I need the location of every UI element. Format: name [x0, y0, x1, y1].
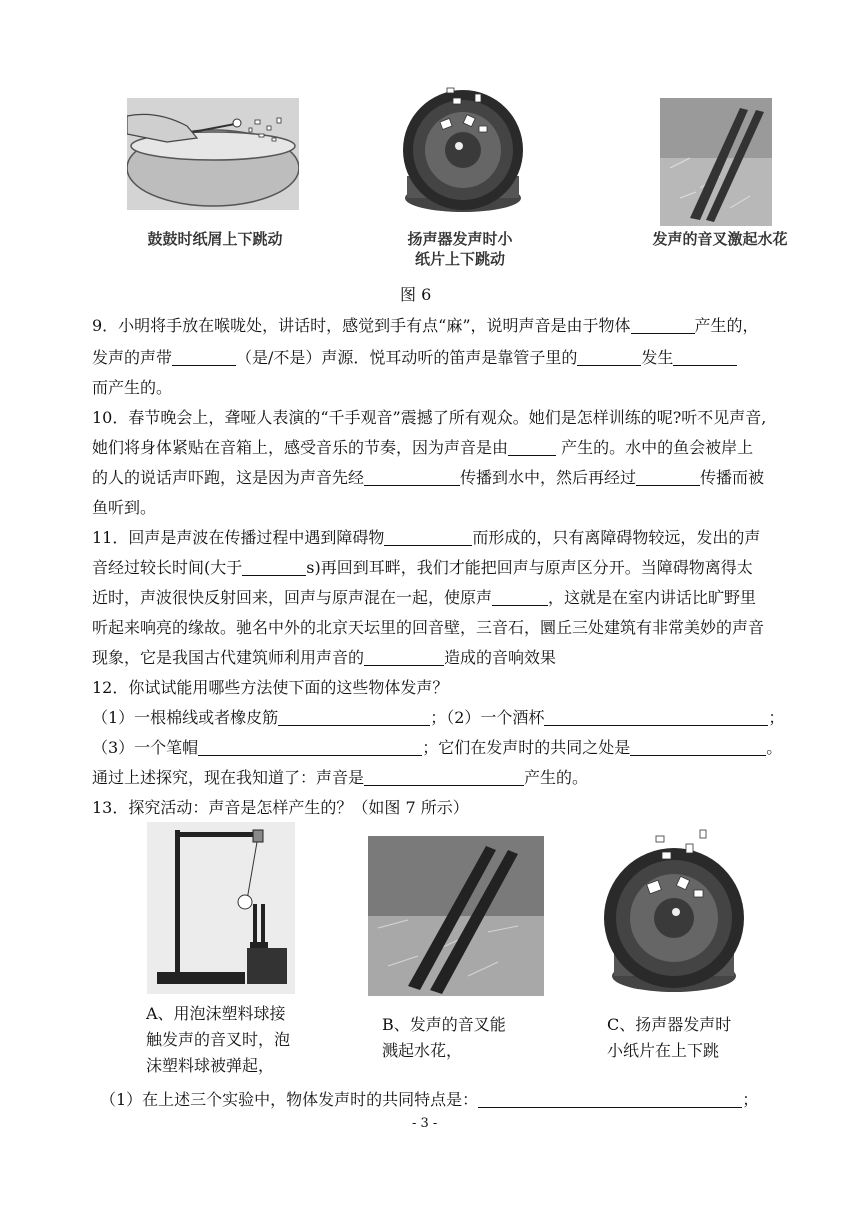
- speaker-illustration-1: [375, 80, 550, 220]
- q9-text: 而产生的。: [92, 378, 173, 397]
- q12-blank-5[interactable]: [364, 769, 524, 786]
- q9-line1: [92, 316, 810, 336]
- q10-line4: [92, 498, 810, 518]
- q13-blank-1[interactable]: [478, 1091, 742, 1108]
- q11-text: 听起来响亮的缘故。驰名中外的北京天坛里的回音壁，三音石，圜丘三处建筑有非常美妙的声音: [92, 618, 765, 637]
- q10-text: 产生的。水中的鱼会被岸上: [556, 438, 754, 457]
- caption-c-line2: 小纸片在上下跳: [607, 1041, 720, 1060]
- q12-text: 。: [766, 738, 783, 757]
- q11-blank-2[interactable]: [242, 559, 306, 576]
- caption-a-line1: A、用泡沫塑料球接: [146, 1004, 286, 1023]
- q11-line1: [92, 528, 810, 548]
- q11-blank-3[interactable]: [492, 589, 548, 606]
- speaker-illustration-2: [582, 826, 767, 998]
- q13-text: 13．探究活动：声音是怎样产生的？（如图 7 所示）: [92, 798, 469, 817]
- q11-text: 近时，声波很快反射回来，回声与原声混在一起，使原声: [92, 588, 493, 607]
- caption-a-line2: 触发声的音叉时，泡: [146, 1030, 291, 1049]
- q11-text: s)再回到耳畔，我们才能把回声与原声区分开。当障碍物离得太: [306, 558, 753, 577]
- q9-text: 9．小明将手放在喉咙处，讲话时，感觉到手有点“麻”，说明声音是由于物体: [92, 316, 631, 335]
- q9-blank-2[interactable]: [172, 349, 236, 366]
- q9-blank-1[interactable]: [631, 317, 695, 334]
- q11-text: 而形成的，只有离障碍物较远，发出的声: [472, 528, 761, 547]
- q11-line4: [92, 618, 810, 638]
- q11-blank-4[interactable]: [364, 649, 444, 666]
- caption-b-line1: B、发声的音叉能: [382, 1015, 506, 1034]
- q9-text: 产生的，: [694, 316, 759, 335]
- tuning-fork-water-illustration-1: [660, 98, 772, 226]
- q12-line4: [92, 768, 810, 788]
- page-number: - 3 -: [412, 1116, 438, 1131]
- q12-text: 通过上述探究，现在我知道了：声音是: [92, 768, 365, 787]
- q9-line2: [92, 348, 810, 368]
- figure6-caption-speaker-line2: 纸片上下跳动: [414, 250, 505, 268]
- figure6-caption-drum: 鼓鼓时纸屑上下跳动: [147, 230, 283, 248]
- q9-blank-3[interactable]: [577, 349, 641, 366]
- q11-text: 现象，它是我国古代建筑师利用声音的: [92, 648, 365, 667]
- caption-a-line3: 沫塑料球被弹起，: [146, 1056, 275, 1075]
- q12-blank-4[interactable]: [630, 739, 766, 756]
- q11-text: ，这就是在室内讲话比旷野里: [548, 588, 757, 607]
- q10-text: 鱼听到。: [92, 498, 157, 517]
- q11-line3: [92, 588, 810, 608]
- q10-text: 她们将身体紧贴在音箱上，感受音乐的节奏，因为声音是由: [92, 438, 509, 457]
- q11-text: 11．回声是声波在传播过程中遇到障碍物: [92, 528, 385, 547]
- q13-text: （1）在上述三个实验中，物体发声时的共同特点是：: [100, 1090, 479, 1109]
- q10-text: 传播而被: [700, 468, 765, 487]
- q12-line2: [92, 708, 810, 728]
- q11-blank-1[interactable]: [384, 529, 472, 546]
- q11-text: 造成的音响效果: [444, 648, 557, 667]
- q9-line3: [92, 378, 810, 398]
- q10-text: 传播到水中，然后再经过: [460, 468, 637, 487]
- q12-text: 12．你试试能用哪些方法使下面的这些物体发声？: [92, 678, 449, 697]
- q12-blank-2[interactable]: [544, 709, 768, 726]
- q9-blank-4[interactable]: [673, 349, 737, 366]
- q12-blank-3[interactable]: [198, 739, 422, 756]
- q10-line1: [92, 408, 810, 428]
- q12-text: ；它们在发声时的共同之处是: [422, 738, 631, 757]
- q12-text: ；: [768, 708, 785, 727]
- q10-text: 的人的说话声吓跑，这是因为声音先经: [92, 468, 365, 487]
- q12-text: ；（2）一个酒杯: [430, 708, 545, 727]
- caption-c-line1: C、扬声器发声时: [607, 1015, 732, 1034]
- q13-title: [92, 798, 810, 818]
- q12-blank-1[interactable]: [278, 709, 430, 726]
- drum-illustration: [127, 98, 299, 210]
- q12-line3: [92, 738, 810, 758]
- caption-b-line2: 溅起水花，: [382, 1041, 463, 1060]
- q10-blank-1[interactable]: [508, 439, 556, 456]
- q10-line2: [92, 438, 810, 458]
- q11-text: 音经过较长时间(大于: [92, 558, 243, 577]
- q10-blank-3[interactable]: [636, 469, 700, 486]
- q12-text: （3）一个笔帽: [92, 738, 199, 757]
- q13-text: ；: [742, 1090, 759, 1109]
- q12-text: 产生的。: [524, 768, 589, 787]
- q10-blank-2[interactable]: [364, 469, 460, 486]
- tuning-fork-water-photo-2: [368, 836, 544, 996]
- q9-text: 发生: [641, 348, 674, 367]
- q12-line1: [92, 678, 810, 698]
- q13-subquestion-1: [100, 1090, 810, 1110]
- q11-line2: [92, 558, 810, 578]
- figure6-label: 图 6: [400, 285, 432, 304]
- figure6-caption-tuning-fork: 发声的音叉激起水花: [652, 230, 788, 248]
- figure6-caption-speaker-line1: 扬声器发声时小: [407, 230, 513, 248]
- q9-text: 发声的声带: [92, 348, 173, 367]
- q12-text: （1）一根棉线或者橡皮筋: [92, 708, 279, 727]
- q9-text: （是/不是）声源．悦耳动听的笛声是靠管子里的: [236, 348, 578, 367]
- q11-line5: [92, 648, 810, 668]
- q10-text: 10．春节晚会上，聋哑人表演的“千手观音”震撼了所有观众。她们是怎样训练的呢?听不见声音,: [92, 408, 767, 427]
- q10-line3: [92, 468, 810, 488]
- foam-ball-tuning-fork-photo: [147, 822, 295, 994]
